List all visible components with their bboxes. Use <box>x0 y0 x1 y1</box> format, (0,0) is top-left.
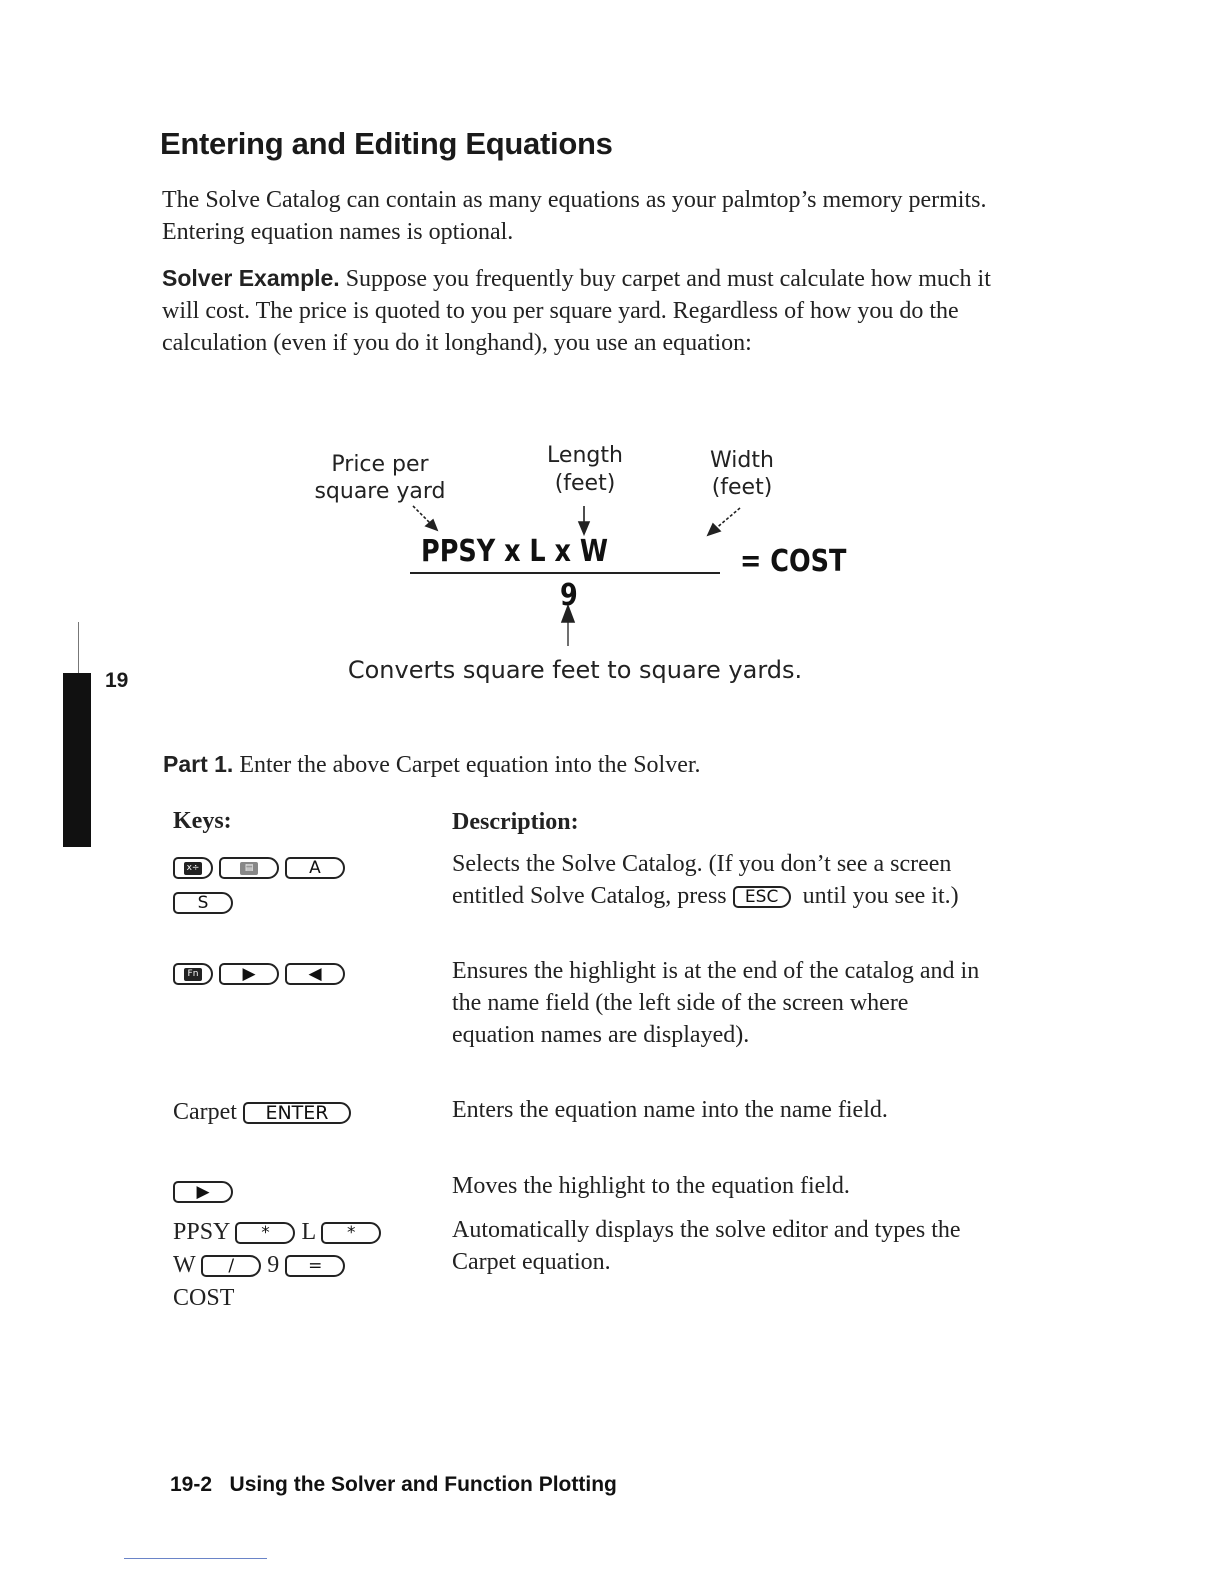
chapter-tab <box>63 673 91 847</box>
table-row-2-desc: Ensures the highlight is at the end of the catalog and in the name field (the left side of the screen where equation names are displayed). <box>452 958 980 1048</box>
key-menu[interactable] <box>219 857 279 879</box>
table-row-5-keys <box>173 1217 443 1314</box>
row-5-text-cost: COST <box>173 1285 235 1311</box>
label-price-per: Price per <box>331 452 429 477</box>
description-header: Description: <box>452 809 579 835</box>
key-right-arrow-2[interactable]: ▶ <box>173 1181 233 1203</box>
example-lead: Solver Example. <box>162 265 340 291</box>
page-footer: 19-2 Using the Solver and Function Plotting <box>170 1473 617 1496</box>
key-multiply-2[interactable]: * <box>321 1222 381 1244</box>
key-solver[interactable] <box>173 857 213 879</box>
row-1-desc-tail: until you see it.) <box>796 883 959 909</box>
key-esc[interactable]: ESC <box>733 886 791 908</box>
row-1-desc-text: Selects the Solve Catalog. (If you don’t see a screen entitled Solve Catalog, press <box>452 851 952 909</box>
key-multiply[interactable]: * <box>235 1222 295 1244</box>
table-row-4-desc: Moves the highlight to the equation field. <box>452 1173 850 1199</box>
key-equals[interactable]: = <box>285 1255 345 1277</box>
key-fn[interactable] <box>173 963 213 985</box>
row-5-text-ppsy: PPSY <box>173 1219 230 1245</box>
table-row-2-keys <box>173 958 443 989</box>
solver-icon: x÷ <box>184 862 202 875</box>
menu-icon: ▤ <box>240 862 258 875</box>
intro-paragraph: The Solve Catalog can contain as many equations as your palmtop’s memory permits. Entering equation names is optional. <box>162 187 987 245</box>
key-s[interactable]: S <box>173 892 233 914</box>
figure-note: Converts square feet to square yards. <box>347 656 803 684</box>
row-5-text-9: 9 <box>267 1252 280 1278</box>
row-3-prefix: Carpet <box>173 1099 237 1125</box>
equation-arrows <box>380 490 780 650</box>
footer-rule <box>124 1558 267 1559</box>
label-length: Length <box>547 443 623 468</box>
example-paragraph <box>162 262 992 359</box>
arrow-width <box>714 508 740 530</box>
fn-icon: Fn <box>184 968 202 981</box>
equation-numerator: PPSY x L x W <box>421 534 608 569</box>
part-1-paragraph <box>163 748 993 781</box>
key-left-arrow[interactable]: ◀ <box>285 963 345 985</box>
table-row-1-desc <box>452 848 992 912</box>
equation-result: = COST <box>740 544 847 579</box>
example-text: Suppose you frequently buy carpet and must calculate how much it will cost. The price is quoted to you per square yard. Regardless of how you do the calculation (even if you do it longhand), you use an equation: <box>162 266 991 356</box>
tab-tick <box>78 622 79 674</box>
row-5-text-l: L <box>301 1219 316 1245</box>
key-a[interactable]: A <box>285 857 345 879</box>
table-row-3-keys <box>173 1097 443 1128</box>
table-row-4-keys <box>173 1176 443 1207</box>
table-row-3-desc: Enters the equation name into the name field. <box>452 1097 888 1123</box>
section-title: Entering and Editing Equations <box>160 126 613 161</box>
table-row-5-desc: Automatically displays the solve editor and types the Carpet equation. <box>452 1217 961 1275</box>
part-lead: Part 1. <box>163 751 234 777</box>
key-divide[interactable]: / <box>201 1255 261 1277</box>
part-text: Enter the above Carpet equation into the Solver. <box>233 752 701 778</box>
key-enter[interactable]: ENTER <box>243 1102 351 1124</box>
keys-header: Keys: <box>173 808 232 834</box>
label-length-units: (feet) <box>554 471 616 496</box>
table-row-1-keys <box>173 852 443 918</box>
key-right-arrow[interactable]: ▶ <box>219 963 279 985</box>
fraction-bar <box>410 572 720 574</box>
label-width-units: (feet) <box>711 475 773 500</box>
equation-denominator: 9 <box>560 578 578 613</box>
chapter-number: 19 <box>105 669 129 692</box>
label-square-yard: square yard <box>314 479 446 504</box>
row-5-text-w: W <box>173 1252 196 1278</box>
label-width: Width <box>710 448 774 473</box>
